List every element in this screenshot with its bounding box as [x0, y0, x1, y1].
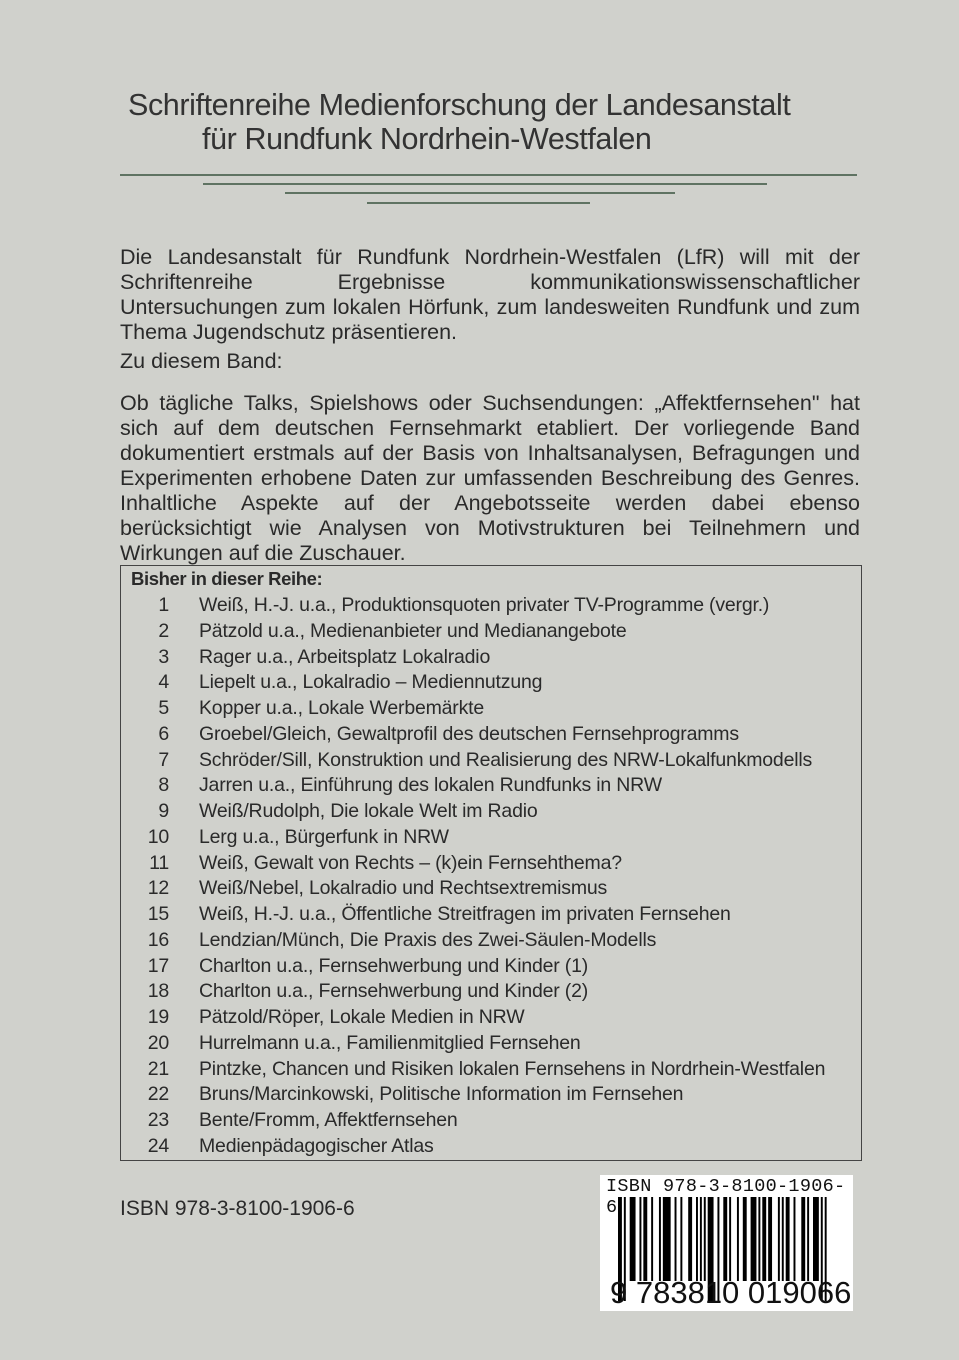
- series-list-item: [121, 645, 861, 671]
- series-title-line-1: Schriftenreihe Medienforschung der Landesanstalt: [128, 88, 791, 122]
- series-list-item: [121, 825, 861, 851]
- band-description: Ob tägliche Talks, Spielshows oder Suchsendungen: „Affektfernsehen" hat sich auf dem deutschen Fernsehmarkt etabliert. Der vorliegende Band dokumentiert erstmals auf der Basis von Inhaltsanalysen, Befragungen und Experimenten erhobene Daten zur umfassenden Beschreibung des Genres. Inhaltliche Aspekte auf der Angebotsseite werden dabei ebenso berücksichtigt wie Analysen von Motivstrukturen bei Teilnehmern und Wirkungen auf die Zuschauer.: [120, 391, 860, 565]
- series-list-item: [121, 851, 861, 877]
- series-item-title: Pätzold/Röper, Lokale Medien in NRW: [199, 1006, 525, 1028]
- decorative-rule: [120, 174, 857, 176]
- series-title: [128, 88, 790, 156]
- barcode-bar: [729, 1197, 731, 1281]
- series-list-item: [121, 1082, 861, 1108]
- barcode-bar: [663, 1197, 671, 1281]
- series-item-title: Weiß, H.-J. u.a., Produktionsquoten privater TV-Programme (vergr.): [199, 594, 770, 616]
- barcode-bar: [813, 1197, 819, 1281]
- series-list-item: [121, 1108, 861, 1134]
- series-list-box: [120, 565, 862, 1161]
- series-item-title: Lendzian/Münch, Die Praxis des Zwei-Säulen-Modells: [199, 928, 657, 951]
- series-list-item: [121, 1057, 861, 1083]
- series-item-number: 12: [147, 877, 169, 900]
- series-item-number: 11: [149, 851, 169, 874]
- series-item-title: Schröder/Sill, Konstruktion und Realisierung des NRW-Lokalfunkmodells: [199, 748, 813, 771]
- series-item-number: 7: [158, 748, 169, 771]
- series-item-number: 19: [147, 1006, 169, 1028]
- isbn-text: ISBN 978-3-8100-1906-6: [120, 1197, 355, 1220]
- barcode-bar: [704, 1197, 706, 1281]
- barcode-bar: [794, 1197, 796, 1281]
- series-list-item: [121, 619, 861, 645]
- series-list-item: [121, 722, 861, 748]
- series-item-title: Medienpädagogischer Atlas: [199, 1134, 434, 1157]
- series-list-item: [121, 928, 861, 954]
- series-item-number: 1: [158, 594, 169, 616]
- series-item-number: 3: [158, 645, 169, 668]
- series-list-item: [121, 954, 861, 980]
- series-item-title: Charlton u.a., Fernsehwerbung und Kinder (2): [199, 980, 589, 1003]
- barcode-bar: [688, 1197, 692, 1281]
- series-item-title: Charlton u.a., Fernsehwerbung und Kinder (1): [199, 954, 589, 977]
- series-item-title: Weiß, H.-J. u.a., Öffentliche Streitfragen im privaten Fernsehen: [199, 903, 731, 925]
- barcode-bar: [630, 1197, 636, 1281]
- series-item-number: 21: [147, 1057, 169, 1080]
- series-title-line-2: für Rundfunk Nordrhein-Westfalen: [202, 122, 652, 156]
- series-list-item: [121, 748, 861, 774]
- series-list-item: [121, 696, 861, 722]
- barcode-bar: [651, 1197, 653, 1281]
- series-item-number: 24: [147, 1134, 169, 1157]
- series-item-number: 9: [158, 800, 169, 822]
- barcode-bar: [723, 1197, 727, 1281]
- series-list-item: [121, 876, 861, 902]
- series-item-number: 16: [147, 928, 169, 951]
- series-item-title: Pintzke, Chancen und Risiken lokalen Fernsehens in Nordrhein-Westfalen: [199, 1057, 826, 1080]
- decorative-rule: [367, 202, 590, 204]
- series-item-title: Weiß, Gewalt von Rechts – (k)ein Fernsehthema?: [199, 851, 622, 874]
- band-heading: Zu diesem Band:: [120, 349, 283, 373]
- series-item-title: Groebel/Gleich, Gewaltprofil des deutschen Fernsehprogramms: [199, 722, 739, 745]
- series-item-number: 8: [158, 774, 169, 797]
- series-list: [121, 593, 861, 1160]
- intro-paragraph: Die Landesanstalt für Rundfunk Nordrhein-Westfalen (LfR) will mit der Schriftenreihe Ergebnisse kommunikationswissenschaftlicher Untersuchungen zum lokalen Hörfunk, zum landesweiten Rundfunk und zum Thema Jugendschutz präsentieren.: [120, 245, 860, 344]
- barcode-bar: [778, 1197, 780, 1281]
- barcode-bar: [786, 1197, 790, 1281]
- barcode-bar: [737, 1197, 739, 1281]
- series-item-number: 17: [147, 954, 169, 977]
- series-item-title: Kopper u.a., Lokale Werbemärkte: [199, 697, 485, 719]
- barcode-isbn-label: ISBN 978-3-8100-1906-6: [606, 1176, 846, 1218]
- barcode-bar: [700, 1197, 702, 1281]
- barcode-bar: [768, 1197, 772, 1281]
- series-list-item: [121, 902, 861, 928]
- series-list-item: [121, 773, 861, 799]
- series-item-number: 20: [147, 1031, 169, 1054]
- barcode-bar: [807, 1197, 809, 1281]
- series-item-title: Rager u.a., Arbeitsplatz Lokalradio: [199, 645, 491, 668]
- barcode-bar: [782, 1197, 784, 1281]
- isbn-barcode: [600, 1175, 853, 1311]
- series-item-title: Bente/Fromm, Affektfernsehen: [199, 1109, 458, 1131]
- barcode-digits: 9 783810 019066: [610, 1275, 852, 1310]
- barcode-bar: [643, 1197, 647, 1281]
- series-list-item: [121, 670, 861, 696]
- series-list-item: [121, 1031, 861, 1057]
- series-item-number: 10: [147, 825, 169, 848]
- series-item-number: 6: [158, 722, 169, 745]
- series-list-item: [121, 1134, 861, 1160]
- decorative-rule: [285, 192, 675, 194]
- barcode-bar: [680, 1197, 682, 1281]
- barcode-bar: [743, 1197, 747, 1281]
- series-item-number: 15: [147, 903, 169, 925]
- series-item-number: 2: [158, 619, 169, 642]
- series-list-item: [121, 799, 861, 825]
- barcode-bar: [659, 1197, 661, 1281]
- barcode-bar: [675, 1197, 677, 1281]
- series-list-item: [121, 979, 861, 1005]
- series-item-number: 23: [147, 1109, 169, 1131]
- series-item-title: Lerg u.a., Bürgerfunk in NRW: [199, 825, 449, 848]
- series-item-number: 22: [147, 1083, 169, 1106]
- barcode-bar: [762, 1197, 766, 1281]
- series-item-title: Pätzold u.a., Medienanbieter und Medianangebote: [199, 619, 627, 642]
- series-item-number: 18: [147, 980, 169, 1003]
- series-list-item: [121, 1005, 861, 1031]
- series-item-title: Liepelt u.a., Lokalradio – Mediennutzung: [199, 671, 543, 694]
- series-item-title: Bruns/Marcinkowski, Politische Information im Fernsehen: [199, 1083, 684, 1106]
- barcode-bar: [696, 1197, 698, 1281]
- barcode-bar: [758, 1197, 760, 1281]
- series-list-item: [121, 593, 861, 619]
- series-item-title: Weiß/Nebel, Lokalradio und Rechtsextremismus: [199, 877, 608, 900]
- barcode-bar: [801, 1197, 805, 1281]
- series-item-title: Jarren u.a., Einführung des lokalen Rundfunks in NRW: [199, 774, 662, 797]
- series-item-number: 4: [158, 671, 169, 694]
- series-item-title: Weiß/Rudolph, Die lokale Welt im Radio: [199, 800, 538, 822]
- barcode-bar: [751, 1197, 757, 1281]
- series-list-heading: Bisher in dieser Reihe:: [131, 568, 323, 589]
- series-item-number: 5: [158, 697, 169, 719]
- barcode-bar: [639, 1197, 641, 1281]
- series-item-title: Hurrelmann u.a., Familienmitglied Fernsehen: [199, 1031, 581, 1054]
- decorative-rule: [203, 183, 767, 185]
